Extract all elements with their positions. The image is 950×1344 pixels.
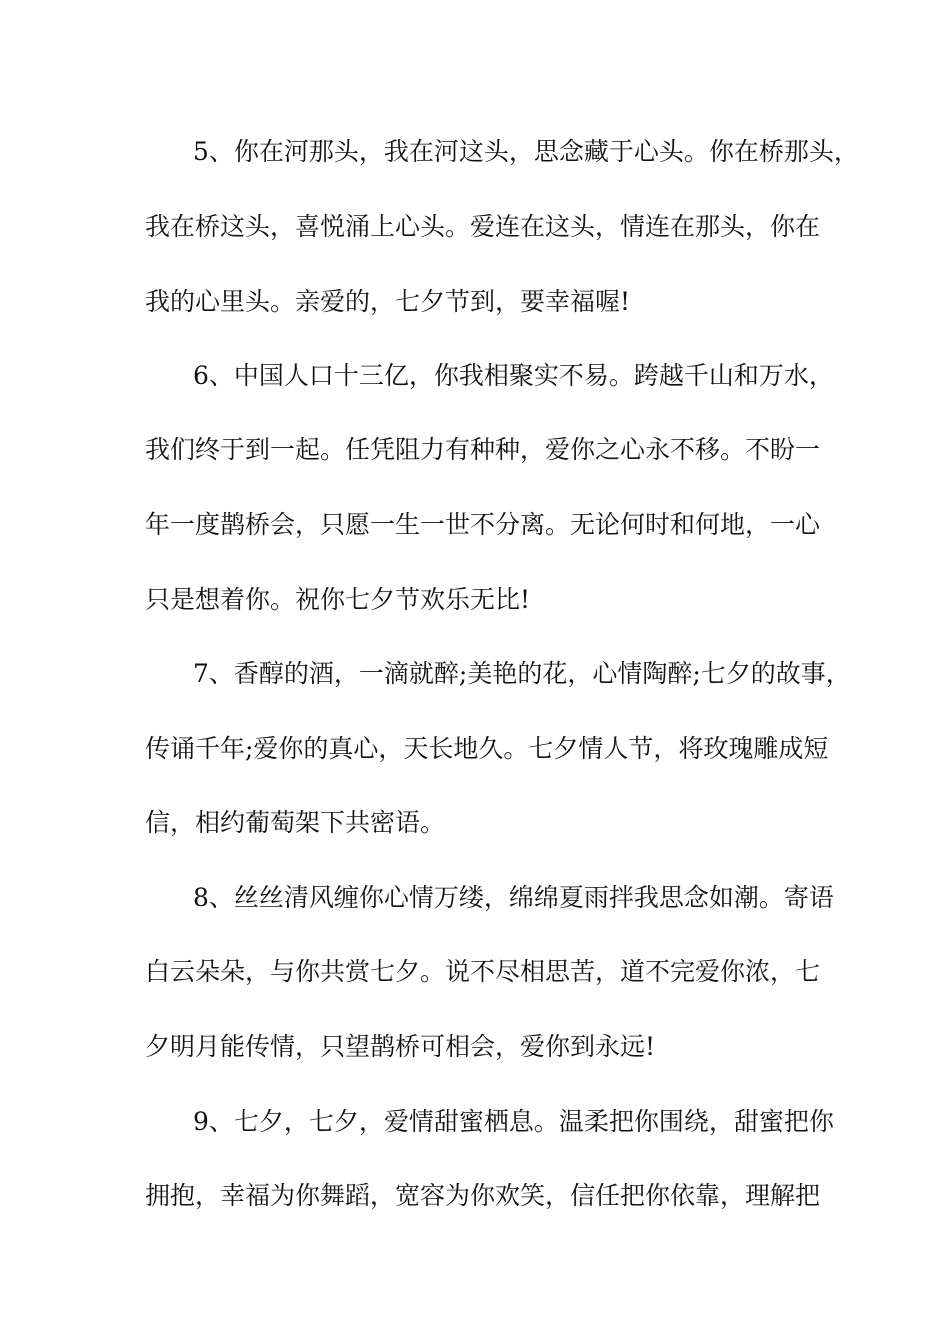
paragraph-6-line-2: 我们终于到一起。任凭阻力有种种，爱你之心永不移。不盼一 (145, 435, 821, 464)
paragraph-6-line-3: 年一度鹊桥会，只愿一生一世不分离。无论何时和何地，一心 (145, 510, 821, 539)
paragraph-5-line-3: 我的心里头。亲爱的，七夕节到，要幸福喔! (145, 287, 631, 316)
paragraph-8-line-3: 夕明月能传情，只望鹊桥可相会，爱你到永远! (145, 1032, 656, 1061)
paragraph-6-line-1: 6、中国人口十三亿，你我相聚实不易。跨越千山和万水， (193, 361, 834, 390)
paragraph-5-line-2: 我在桥这头，喜悦涌上心头。爱连在这头，情连在那头，你在 (145, 212, 821, 241)
paragraph-8-line-1: 8、丝丝清风缠你心情万缕，绵绵夏雨拌我思念如潮。寄语 (193, 883, 834, 912)
paragraph-8-line-2: 白云朵朵，与你共赏七夕。说不尽相思苦，道不完爱你浓，七 (145, 957, 821, 986)
paragraph-9-line-1: 9、七夕，七夕，爱情甜蜜栖息。温柔把你围绕，甜蜜把你 (193, 1107, 834, 1136)
paragraph-5-line-1: 5、你在河那头，我在河这头，思念藏于心头。你在桥那头， (193, 137, 859, 166)
paragraph-6-line-4: 只是想着你。祝你七夕节欢乐无比! (145, 585, 531, 614)
paragraph-7-line-3: 信，相约葡萄架下共密语。 (145, 808, 446, 837)
paragraph-9-line-2: 拥抱，幸福为你舞蹈，宽容为你欢笑，信任把你依靠，理解把 (145, 1181, 821, 1210)
paragraph-7-line-1: 7、香醇的酒，一滴就醉;美艳的花，心情陶醉;七夕的故事， (193, 659, 851, 688)
paragraph-7-line-2: 传诵千年;爱你的真心，天长地久。七夕情人节，将玫瑰雕成短 (145, 734, 829, 763)
